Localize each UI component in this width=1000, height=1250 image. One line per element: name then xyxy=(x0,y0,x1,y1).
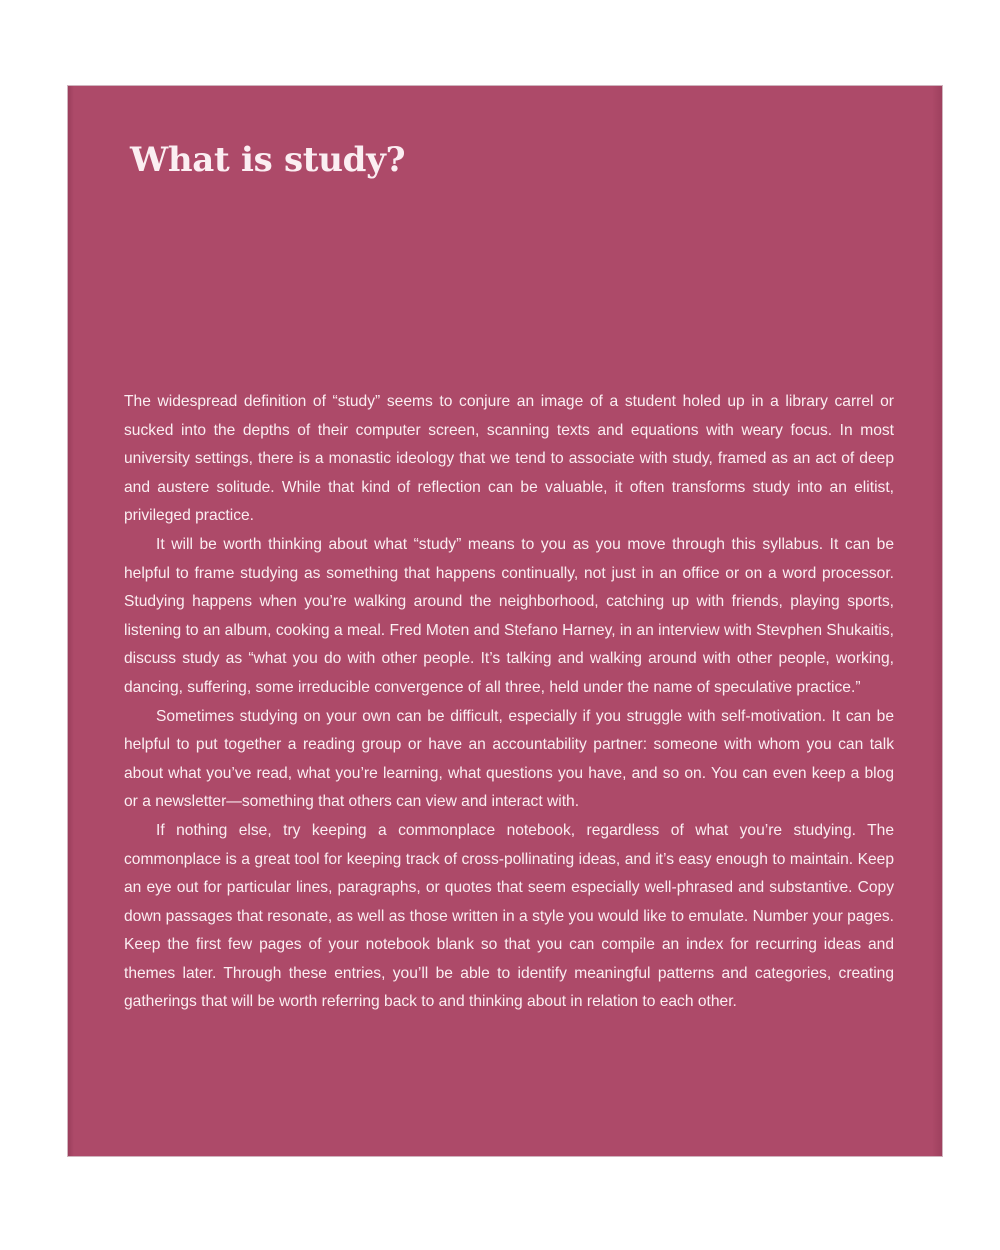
page-edge-shadow-left xyxy=(68,86,74,1156)
paragraph-4: If nothing else, try keeping a commonplace notebook, regardless of what you’re studying. The commonplace is a great tool for keeping track of cross-pollinating ideas, and it’s easy enough to maintain. Keep an eye out for particular lines, paragraphs, or quotes that seem especially well-phrased and substantive. Copy down passages that resonate, as well as those written in a style you would like to emulate. Number your pages. Keep the first few pages of your notebook blank so that you can compile an index for recurring ideas and themes later. Through these entries, you’ll be able to identify meaningful patterns and categories, creating gatherings that will be worth referring back to and thinking about in relation to each other. xyxy=(124,821,894,1011)
article-body xyxy=(124,388,894,1017)
paragraph-3: Sometimes studying on your own can be difficult, especially if you struggle with self-motivation. It can be helpful to put together a reading group or have an accountability partner: someone with whom you can talk about what you’ve read, what you’re learning, what questions you have, and so on. You can even keep a blog or a newsletter—something that others can view and interact with. xyxy=(124,707,894,811)
paragraph-2: It will be worth thinking about what “study” means to you as you move through this syllabus. It can be helpful to frame studying as something that happens continually, not just in an office or on a word processor. Studying happens when you’re walking around the neighborhood, catching up with friends, playing sports, listening to an album, cooking a meal. Fred Moten and Stefano Harney, in an interview with Stevphen Shukaitis, discuss study as “what you do with other people. It’s talking and walking around with other people, working, dancing, suffering, some irreducible convergence of all three, held under the name of speculative practice.” xyxy=(124,535,894,696)
magazine-page xyxy=(68,86,942,1156)
page-edge-shadow-right xyxy=(932,86,942,1156)
page-title: What is study? xyxy=(130,140,406,180)
paragraph-1: The widespread definition of “study” seems to conjure an image of a student holed up in a library carrel or sucked into the depths of their computer screen, scanning texts and equations with weary focus. In most university settings, there is a monastic ideology that we tend to associate with study, framed as an act of deep and austere solitude. While that kind of reflection can be valuable, it often transforms study into an elitist, privileged practice. xyxy=(124,393,894,525)
